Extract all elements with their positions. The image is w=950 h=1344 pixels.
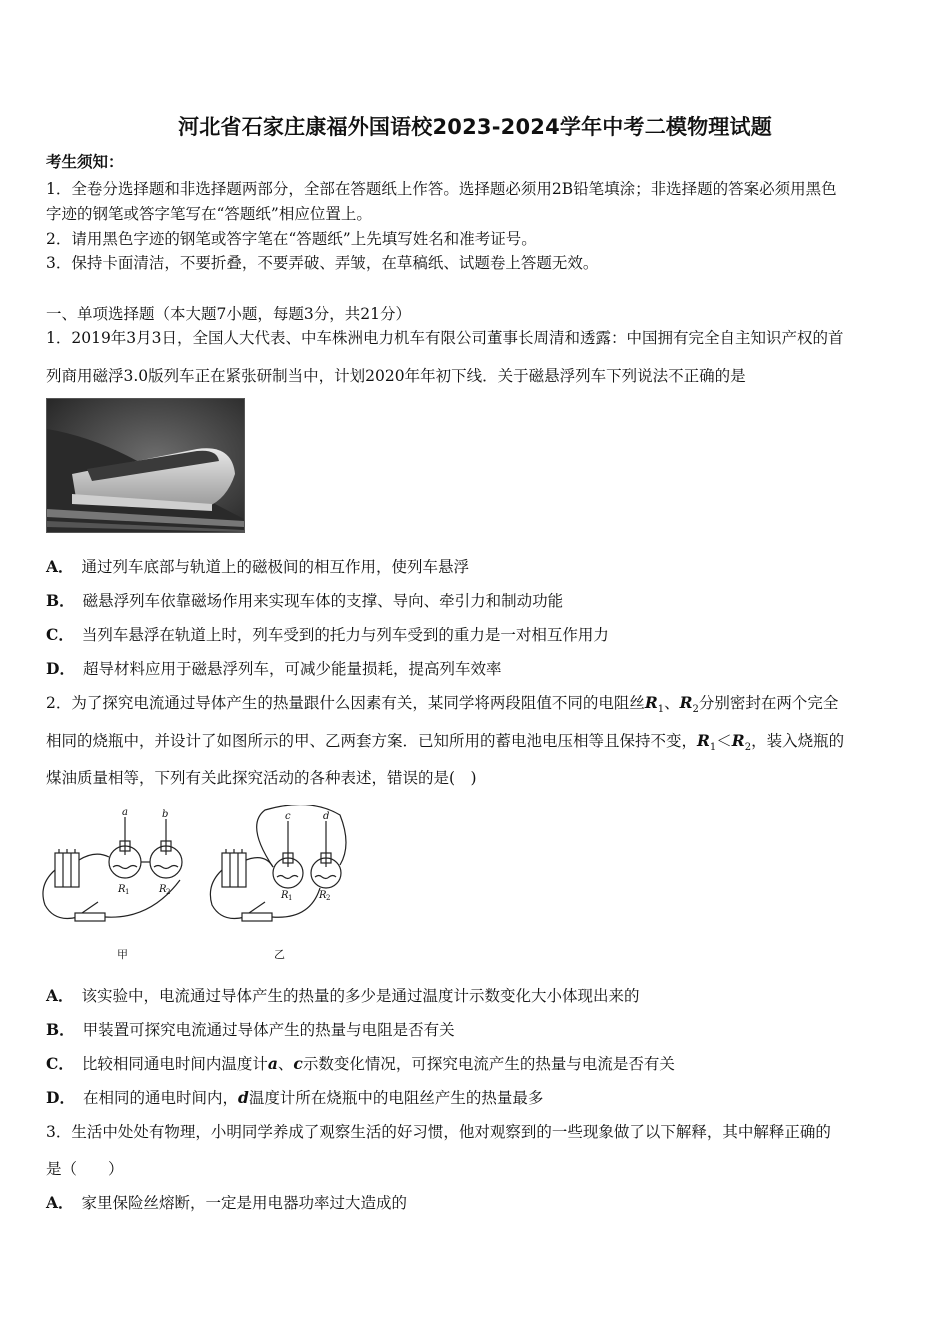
- sub-1: 1: [288, 894, 293, 902]
- q1-option-c[interactable]: [46, 625, 609, 645]
- q1-stem-line-1: 1．2019年3月3日，全国人大代表、中车株洲电力机车有限公司董事长周清和透露：中国拥有完全自主知识产权的首: [46, 329, 844, 347]
- option-label: C．: [46, 625, 74, 644]
- q2-option-c[interactable]: [46, 1054, 675, 1074]
- q1-option-d[interactable]: [46, 659, 501, 679]
- separator: 、: [664, 694, 680, 712]
- option-label: A．: [46, 557, 74, 576]
- label-c: c: [285, 811, 291, 822]
- q2-text: ，装入烧瓶的: [751, 732, 845, 750]
- r2-subscript: 2: [692, 704, 699, 716]
- sub-1: 1: [125, 888, 130, 896]
- label-a: a: [122, 807, 128, 818]
- r1-symbol: R: [697, 731, 710, 750]
- option-label: A．: [46, 1193, 74, 1212]
- q1-option-b[interactable]: [46, 591, 563, 611]
- notice-line-3: 2．请用黑色字迹的钢笔或答字笔在“答题纸”上先填写姓名和准考证号。: [46, 230, 537, 248]
- q2-stem-line-1: [46, 693, 838, 720]
- option-text: 温度计所在烧瓶中的电阻丝产生的热量最多: [248, 1089, 544, 1107]
- sub-2: 2: [326, 894, 331, 902]
- option-text: 甲装置可探究电流通过导体产生的热量与电阻是否有关: [82, 1021, 455, 1039]
- label-r1-jia: R: [118, 884, 126, 895]
- q2-stem-line-3: 煤油质量相等，下列有关此探究活动的各种表述，错误的是( ): [46, 769, 477, 787]
- r2-symbol: R: [731, 731, 745, 750]
- option-text: 该实验中，电流通过导体产生的热量的多少是通过温度计示数变化大小体现出来的: [81, 987, 640, 1005]
- option-label: C．: [46, 1054, 74, 1073]
- separator: 、: [277, 1055, 294, 1073]
- var-c: c: [293, 1054, 303, 1073]
- q2-text: 分别密封在两个完全: [698, 694, 839, 712]
- option-label: D．: [46, 1088, 75, 1107]
- label-b: b: [162, 809, 169, 820]
- section-heading: 一、单项选择题（本大题7小题，每题3分，共21分）: [46, 305, 411, 323]
- q2-text: 相同的烧瓶中，并设计了如图所示的甲、乙两套方案．已知所用的蓄电池电压相等且保持不变，: [46, 732, 698, 750]
- option-label: A．: [46, 986, 74, 1005]
- option-label: D．: [46, 659, 75, 678]
- r1-symbol: R: [644, 693, 658, 712]
- notice-line-4: 3．保持卡面清洁，不要折叠，不要弄破、弄皱，在草稿纸、试题卷上答题无效。: [46, 254, 599, 272]
- r1-subscript: 1: [657, 704, 665, 716]
- notice-heading: 考生须知：: [46, 152, 124, 171]
- label-yi: 乙: [274, 948, 285, 961]
- option-label: B．: [46, 1020, 75, 1039]
- label-r2-jia: R: [159, 884, 167, 895]
- var-a: a: [267, 1054, 278, 1073]
- q3-option-a[interactable]: [46, 1193, 407, 1213]
- q2-option-a[interactable]: [46, 986, 640, 1006]
- label-jia: 甲: [117, 948, 128, 961]
- label-r1-yi: R: [281, 890, 289, 901]
- option-text: 家里保险丝熔断，一定是用电器功率过大造成的: [81, 1194, 408, 1212]
- maglev-train-photo: [46, 398, 245, 533]
- option-label: B．: [46, 591, 75, 610]
- option-text: 在相同的通电时间内，: [82, 1089, 238, 1107]
- option-text: 磁悬浮列车依靠磁场作用来实现车体的支撑、导向、牵引力和制动功能: [82, 592, 564, 610]
- option-text: 当列车悬浮在轨道上时，列车受到的托力与列车受到的重力是一对相互作用力: [81, 626, 609, 644]
- q3-stem-line-2: 是（ ）: [46, 1160, 124, 1178]
- page-title: 河北省石家庄康福外国语校2023-2024学年中考二模物理试题: [178, 115, 772, 139]
- label-r2-yi: R: [319, 890, 327, 901]
- sub-2: 2: [166, 888, 171, 896]
- q1-stem-line-2: 列商用磁浮3.0版列车正在紧张研制当中，计划2020年年初下线．关于磁悬浮列车下列说法不正确的是: [46, 367, 746, 385]
- option-text: 示数变化情况，可探究电流产生的热量与电流是否有关: [302, 1055, 675, 1073]
- less-than: ＜: [716, 732, 732, 750]
- q3-stem-line-1: 3．生活中处处有物理，小明同学养成了观察生活的好习惯，他对观察到的一些现象做了以下解释，其中解释正确的: [46, 1123, 831, 1141]
- option-text: 比较相同通电时间内温度计: [81, 1055, 268, 1073]
- q2-stem-line-2: [46, 731, 844, 758]
- r2-subscript: 2: [744, 742, 752, 754]
- r2-symbol: R: [679, 693, 693, 712]
- var-d: d: [237, 1088, 249, 1107]
- option-text: 通过列车底部与轨道上的磁极间的相互作用，使列车悬浮: [81, 558, 470, 576]
- circuit-diagram: [40, 805, 360, 965]
- q1-option-a[interactable]: [46, 557, 469, 577]
- label-d: d: [323, 811, 330, 822]
- notice-line-1: 1．全卷分选择题和非选择题两部分，全部在答题纸上作答。选择题必须用2B铅笔填涂；非选择题的答案必须用黑色: [46, 180, 837, 198]
- notice-line-2: 字迹的钢笔或答字笔写在“答题纸”相应位置上。: [46, 205, 372, 223]
- r1-subscript: 1: [709, 742, 717, 754]
- q2-text: 2．为了探究电流通过导体产生的热量跟什么因素有关，某同学将两段阻值不同的电阻丝: [46, 694, 645, 712]
- q2-option-b[interactable]: [46, 1020, 455, 1040]
- q2-option-d[interactable]: [46, 1088, 543, 1108]
- option-text: 超导材料应用于磁悬浮列车，可减少能量损耗，提高列车效率: [82, 660, 502, 678]
